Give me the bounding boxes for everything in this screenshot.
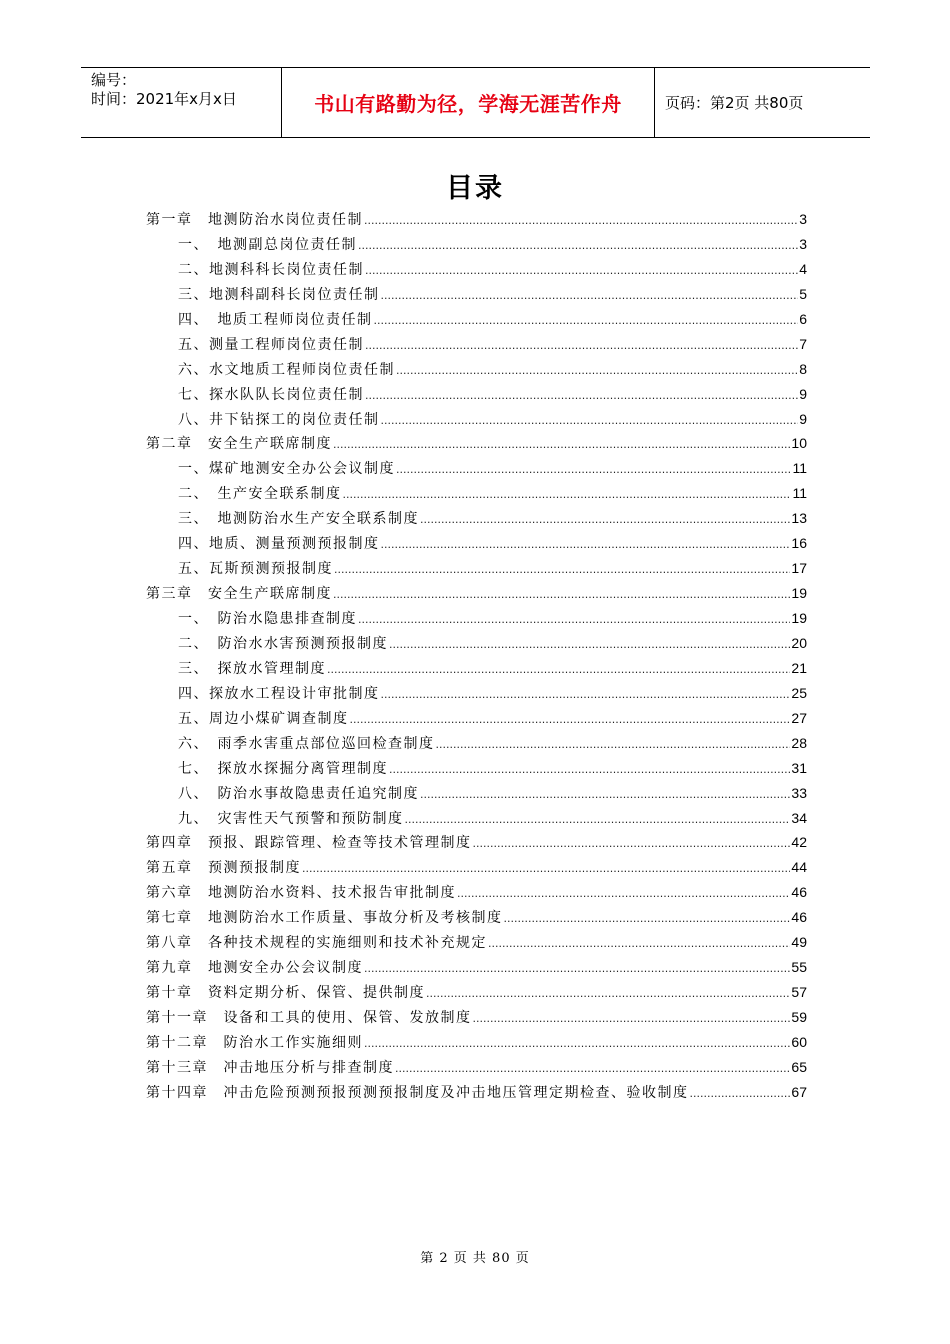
- toc-entry[interactable]: [146, 708, 807, 733]
- header-motto: 书山有路勤为径，学海无涯苦作舟: [282, 68, 655, 137]
- toc-leader-dots: [381, 688, 791, 701]
- toc-leader-dots: [364, 962, 790, 975]
- toc-entry-text: 第九章 地测安全办公会议制度: [146, 960, 363, 977]
- toc-page-number: 20: [791, 634, 807, 651]
- toc-entry-text: 第八章 各种技术规程的实施细则和技术补充规定: [146, 935, 487, 952]
- toc-entry[interactable]: [146, 832, 807, 857]
- toc-leader-dots: [420, 513, 790, 526]
- toc-page-number: 8: [799, 360, 807, 377]
- toc-entry-text: 第二章 安全生产联席制度: [146, 436, 332, 453]
- toc-entry[interactable]: [146, 508, 807, 533]
- toc-leader-dots: [473, 1012, 791, 1025]
- toc-leader-dots: [364, 214, 798, 227]
- toc-entry-text: 四、 地质工程师岗位责任制: [178, 311, 373, 328]
- toc-entry[interactable]: [146, 309, 807, 334]
- toc-entry-text: 五、瓦斯预测预报制度: [178, 561, 333, 578]
- toc-entry[interactable]: [146, 458, 807, 483]
- toc-page-number: 27: [791, 709, 807, 726]
- toc-leader-dots: [389, 638, 790, 651]
- toc-entry[interactable]: [146, 359, 807, 384]
- toc-page-number: 21: [791, 659, 807, 676]
- toc-entry-text: 第十三章 冲击地压分析与排查制度: [146, 1059, 394, 1076]
- toc-leader-dots: [365, 264, 798, 277]
- toc-entry[interactable]: [146, 533, 807, 558]
- number-label: 编号：: [91, 71, 137, 89]
- toc-entry-text: 二、 生产安全联系制度: [178, 486, 342, 503]
- toc-entry[interactable]: [146, 683, 807, 708]
- toc-entry[interactable]: [146, 284, 807, 309]
- toc-page-number: 55: [791, 959, 807, 976]
- toc-entry[interactable]: [146, 783, 807, 808]
- toc-leader-dots: [420, 788, 790, 801]
- toc-page-number: 3: [799, 235, 807, 252]
- table-of-contents: [146, 209, 807, 1107]
- toc-entry-text: 一、 防治水隐患排查制度: [178, 611, 357, 627]
- toc-page-number: 67: [791, 1083, 807, 1100]
- toc-entry[interactable]: [146, 334, 807, 359]
- toc-entry-text: 四、地质、测量预测预报制度: [178, 536, 380, 553]
- toc-entry-text: 第一章 地测防治水岗位责任制: [146, 212, 363, 228]
- toc-entry-text: 八、 防治水事故隐患责任追究制度: [178, 785, 419, 802]
- toc-page-number: 6: [799, 310, 807, 327]
- toc-leader-dots: [488, 937, 790, 950]
- toc-entry[interactable]: [146, 234, 807, 259]
- toc-leader-dots: [504, 912, 791, 925]
- toc-page-number: 3: [799, 211, 807, 227]
- toc-entry[interactable]: [146, 608, 807, 633]
- toc-entry[interactable]: [146, 982, 807, 1007]
- toc-page-number: 46: [791, 909, 807, 926]
- toc-leader-dots: [358, 239, 798, 252]
- toc-page-number: 11: [792, 485, 807, 502]
- toc-entry-text: 第四章 预报、跟踪管理、检查等技术管理制度: [146, 835, 472, 852]
- toc-entry[interactable]: [146, 259, 807, 284]
- toc-page-number: 65: [791, 1058, 807, 1075]
- toc-entry[interactable]: [146, 384, 807, 409]
- toc-entry-text: 第十二章 防治水工作实施细则: [146, 1034, 363, 1051]
- toc-entry-text: 三、 地测防治水生产安全联系制度: [178, 511, 419, 528]
- toc-entry[interactable]: [146, 857, 807, 882]
- toc-page-number: 25: [791, 684, 807, 701]
- toc-page-number: 13: [791, 510, 807, 527]
- toc-entry-text: 五、周边小煤矿调查制度: [178, 710, 349, 727]
- toc-entry-text: 第五章 预测预报制度: [146, 860, 301, 877]
- toc-entry-text: 六、 雨季水害重点部位巡回检查制度: [178, 735, 435, 752]
- toc-page-number: 19: [791, 610, 807, 626]
- toc-leader-dots: [396, 463, 791, 476]
- toc-entry[interactable]: [146, 733, 807, 758]
- toc-entry-text: 第十一章 设备和工具的使用、保管、发放制度: [146, 1010, 472, 1026]
- toc-page-number: 17: [791, 560, 807, 577]
- toc-leader-dots: [343, 488, 792, 501]
- toc-entry-text: 第七章 地测防治水工作质量、事故分析及考核制度: [146, 910, 503, 927]
- toc-leader-dots: [395, 1062, 790, 1075]
- toc-leader-dots: [457, 887, 790, 900]
- toc-page-number: 4: [799, 260, 807, 277]
- toc-entry-text: 第十章 资料定期分析、保管、提供制度: [146, 985, 425, 1002]
- toc-page-number: 60: [791, 1033, 807, 1050]
- toc-entry[interactable]: [146, 1082, 807, 1107]
- toc-entry-text: 五、测量工程师岗位责任制: [178, 336, 364, 353]
- toc-entry[interactable]: [146, 1032, 807, 1057]
- toc-entry-text: 六、水文地质工程师岗位责任制: [178, 361, 395, 378]
- toc-leader-dots: [690, 1087, 791, 1100]
- toc-entry-text: 八、井下钻探工的岗位责任制: [178, 411, 380, 428]
- toc-page-number: 34: [791, 809, 807, 826]
- toc-page-number: 49: [791, 934, 807, 951]
- toc-leader-dots: [436, 738, 791, 751]
- toc-leader-dots: [333, 438, 790, 451]
- toc-entry[interactable]: [146, 957, 807, 982]
- toc-entry[interactable]: [146, 583, 807, 608]
- toc-page-number: 9: [799, 385, 807, 402]
- toc-entry[interactable]: [146, 758, 807, 783]
- toc-entry[interactable]: [146, 209, 807, 234]
- toc-leader-dots: [364, 1037, 790, 1050]
- toc-entry-text: 二、 防治水水害预测预报制度: [178, 635, 388, 652]
- toc-entry-text: 三、地测科副科长岗位责任制: [178, 286, 380, 303]
- toc-page-number: 28: [791, 734, 807, 751]
- toc-leader-dots: [350, 713, 791, 726]
- toc-entry-text: 七、探水队队长岗位责任制: [178, 386, 364, 403]
- toc-leader-dots: [381, 538, 791, 551]
- toc-page-number: 9: [799, 410, 807, 427]
- toc-page-number: 44: [791, 859, 807, 876]
- toc-leader-dots: [374, 314, 799, 327]
- toc-leader-dots: [365, 339, 798, 352]
- toc-leader-dots: [334, 563, 790, 576]
- time-label: 时间：2021年x月x日: [91, 90, 237, 108]
- toc-page-number: 19: [791, 585, 807, 602]
- toc-leader-dots: [426, 987, 790, 1000]
- header-table: [81, 67, 870, 138]
- toc-leader-dots: [333, 588, 790, 601]
- toc-entry[interactable]: [146, 1057, 807, 1082]
- header-page-info: 页码：第2页 共80页: [665, 94, 804, 112]
- toc-entry[interactable]: [146, 882, 807, 907]
- toc-page-number: 59: [791, 1009, 807, 1025]
- toc-page-number: 42: [791, 834, 807, 851]
- toc-entry-text: 一、 地测副总岗位责任制: [178, 236, 357, 253]
- toc-page-number: 46: [791, 884, 807, 901]
- header-meta-cell: [81, 68, 282, 137]
- toc-entry-text: 七、 探放水探掘分离管理制度: [178, 760, 388, 777]
- toc-entry-text: 四、探放水工程设计审批制度: [178, 685, 380, 702]
- toc-entry[interactable]: [146, 907, 807, 932]
- toc-leader-dots: [405, 813, 791, 826]
- toc-leader-dots: [358, 613, 790, 626]
- toc-page-number: 5: [799, 285, 807, 302]
- toc-entry[interactable]: [146, 433, 807, 458]
- toc-page-number: 31: [791, 759, 807, 776]
- toc-entry[interactable]: [146, 483, 807, 508]
- toc-entry[interactable]: [146, 658, 807, 683]
- toc-leader-dots: [327, 663, 790, 676]
- page-footer: 第 2 页 共 80 页: [420, 1251, 530, 1266]
- toc-page-number: 33: [791, 784, 807, 801]
- toc-entry-text: 一、煤矿地测安全办公会议制度: [178, 461, 395, 478]
- toc-leader-dots: [389, 763, 790, 776]
- toc-entry-text: 九、 灾害性天气预警和预防制度: [178, 810, 404, 827]
- toc-entry[interactable]: [146, 1007, 807, 1032]
- toc-leader-dots: [473, 837, 791, 850]
- toc-entry-text: 三、 探放水管理制度: [178, 660, 326, 677]
- toc-entry[interactable]: [146, 558, 807, 583]
- toc-leader-dots: [396, 364, 798, 377]
- toc-page-number: 10: [791, 435, 807, 452]
- toc-page-number: 57: [791, 984, 807, 1001]
- toc-entry[interactable]: [146, 633, 807, 658]
- toc-leader-dots: [365, 389, 798, 402]
- toc-entry[interactable]: [146, 409, 807, 434]
- toc-leader-dots: [302, 862, 790, 875]
- toc-entry[interactable]: [146, 932, 807, 957]
- toc-page-number: 16: [791, 535, 807, 552]
- toc-page-number: 11: [792, 460, 807, 477]
- toc-entry-text: 二、地测科科长岗位责任制: [178, 261, 364, 278]
- toc-leader-dots: [381, 414, 799, 427]
- toc-entry-text: 第十四章 冲击危险预测预报预测预报制度及冲击地压管理定期检查、验收制度: [146, 1084, 689, 1101]
- toc-page-number: 7: [799, 335, 807, 352]
- toc-entry-text: 第三章 安全生产联席制度: [146, 586, 332, 603]
- toc-entry[interactable]: [146, 808, 807, 833]
- toc-entry-text: 第六章 地测防治水资料、技术报告审批制度: [146, 885, 456, 902]
- toc-leader-dots: [381, 289, 799, 302]
- page-title: 目录: [446, 173, 504, 204]
